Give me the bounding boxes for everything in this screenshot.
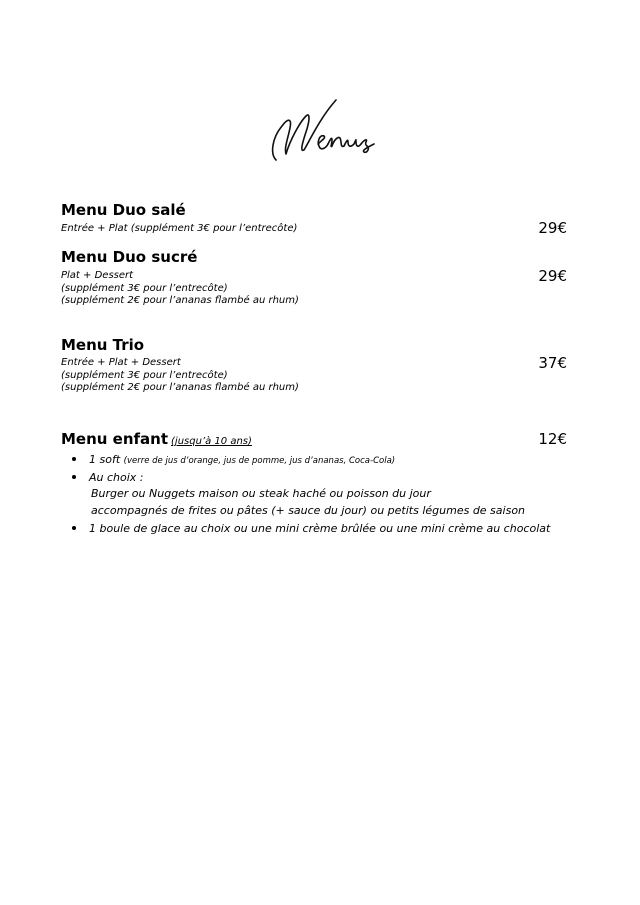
kids-choice-line: accompagnés de frites ou pâtes (+ sauce du jour) ou petits légumes de saison bbox=[91, 504, 526, 517]
menu-description: Entrée + Plat + Dessert bbox=[61, 357, 181, 368]
kids-item bbox=[72, 522, 550, 535]
kids-item bbox=[72, 471, 144, 484]
menu-supplement: (supplément 3€ pour l’entrecôte) bbox=[61, 283, 228, 294]
kids-choice-line: Burger ou Nuggets maison ou steak haché ou poisson du jour bbox=[91, 487, 431, 500]
kids-item-detail: (verre de jus d’orange, jus de pomme, jus d’ananas, Coca-Cola) bbox=[123, 456, 396, 466]
menu-price: 37€ bbox=[538, 354, 567, 372]
bullet-icon bbox=[72, 475, 76, 479]
bullet-icon bbox=[72, 457, 76, 461]
page-title bbox=[262, 88, 382, 172]
menu-title: Menu Duo sucré bbox=[61, 248, 198, 266]
kids-item-main: 1 soft bbox=[89, 453, 121, 466]
menu-title: Menu Duo salé bbox=[61, 201, 186, 219]
kids-menu-price: 12€ bbox=[538, 430, 567, 448]
kids-menu-title bbox=[61, 430, 252, 448]
menu-price: 29€ bbox=[538, 219, 567, 237]
menu-price: 29€ bbox=[538, 267, 567, 285]
kids-age-note: (jusqu’à 10 ans) bbox=[171, 436, 252, 447]
kids-item-main: Au choix : bbox=[89, 471, 144, 484]
menu-title: Menu Trio bbox=[61, 336, 145, 354]
menu-supplement: (supplément 3€ pour l’entrecôte) bbox=[61, 370, 228, 381]
menu-description: Entrée + Plat (supplément 3€ pour l’entrecôte) bbox=[61, 223, 298, 234]
menu-supplement: (supplément 2€ pour l’ananas flambé au rhum) bbox=[61, 382, 299, 393]
kids-item-main: 1 boule de glace au choix ou une mini crème brûlée ou une mini crème au chocolat bbox=[89, 522, 551, 535]
kids-item bbox=[72, 453, 395, 466]
script-title-logo bbox=[262, 88, 382, 172]
menu-description: Plat + Dessert bbox=[61, 270, 134, 281]
bullet-icon bbox=[72, 526, 76, 530]
menu-supplement: (supplément 2€ pour l’ananas flambé au rhum) bbox=[61, 295, 299, 306]
kids-menu-name: Menu enfant bbox=[61, 430, 169, 448]
